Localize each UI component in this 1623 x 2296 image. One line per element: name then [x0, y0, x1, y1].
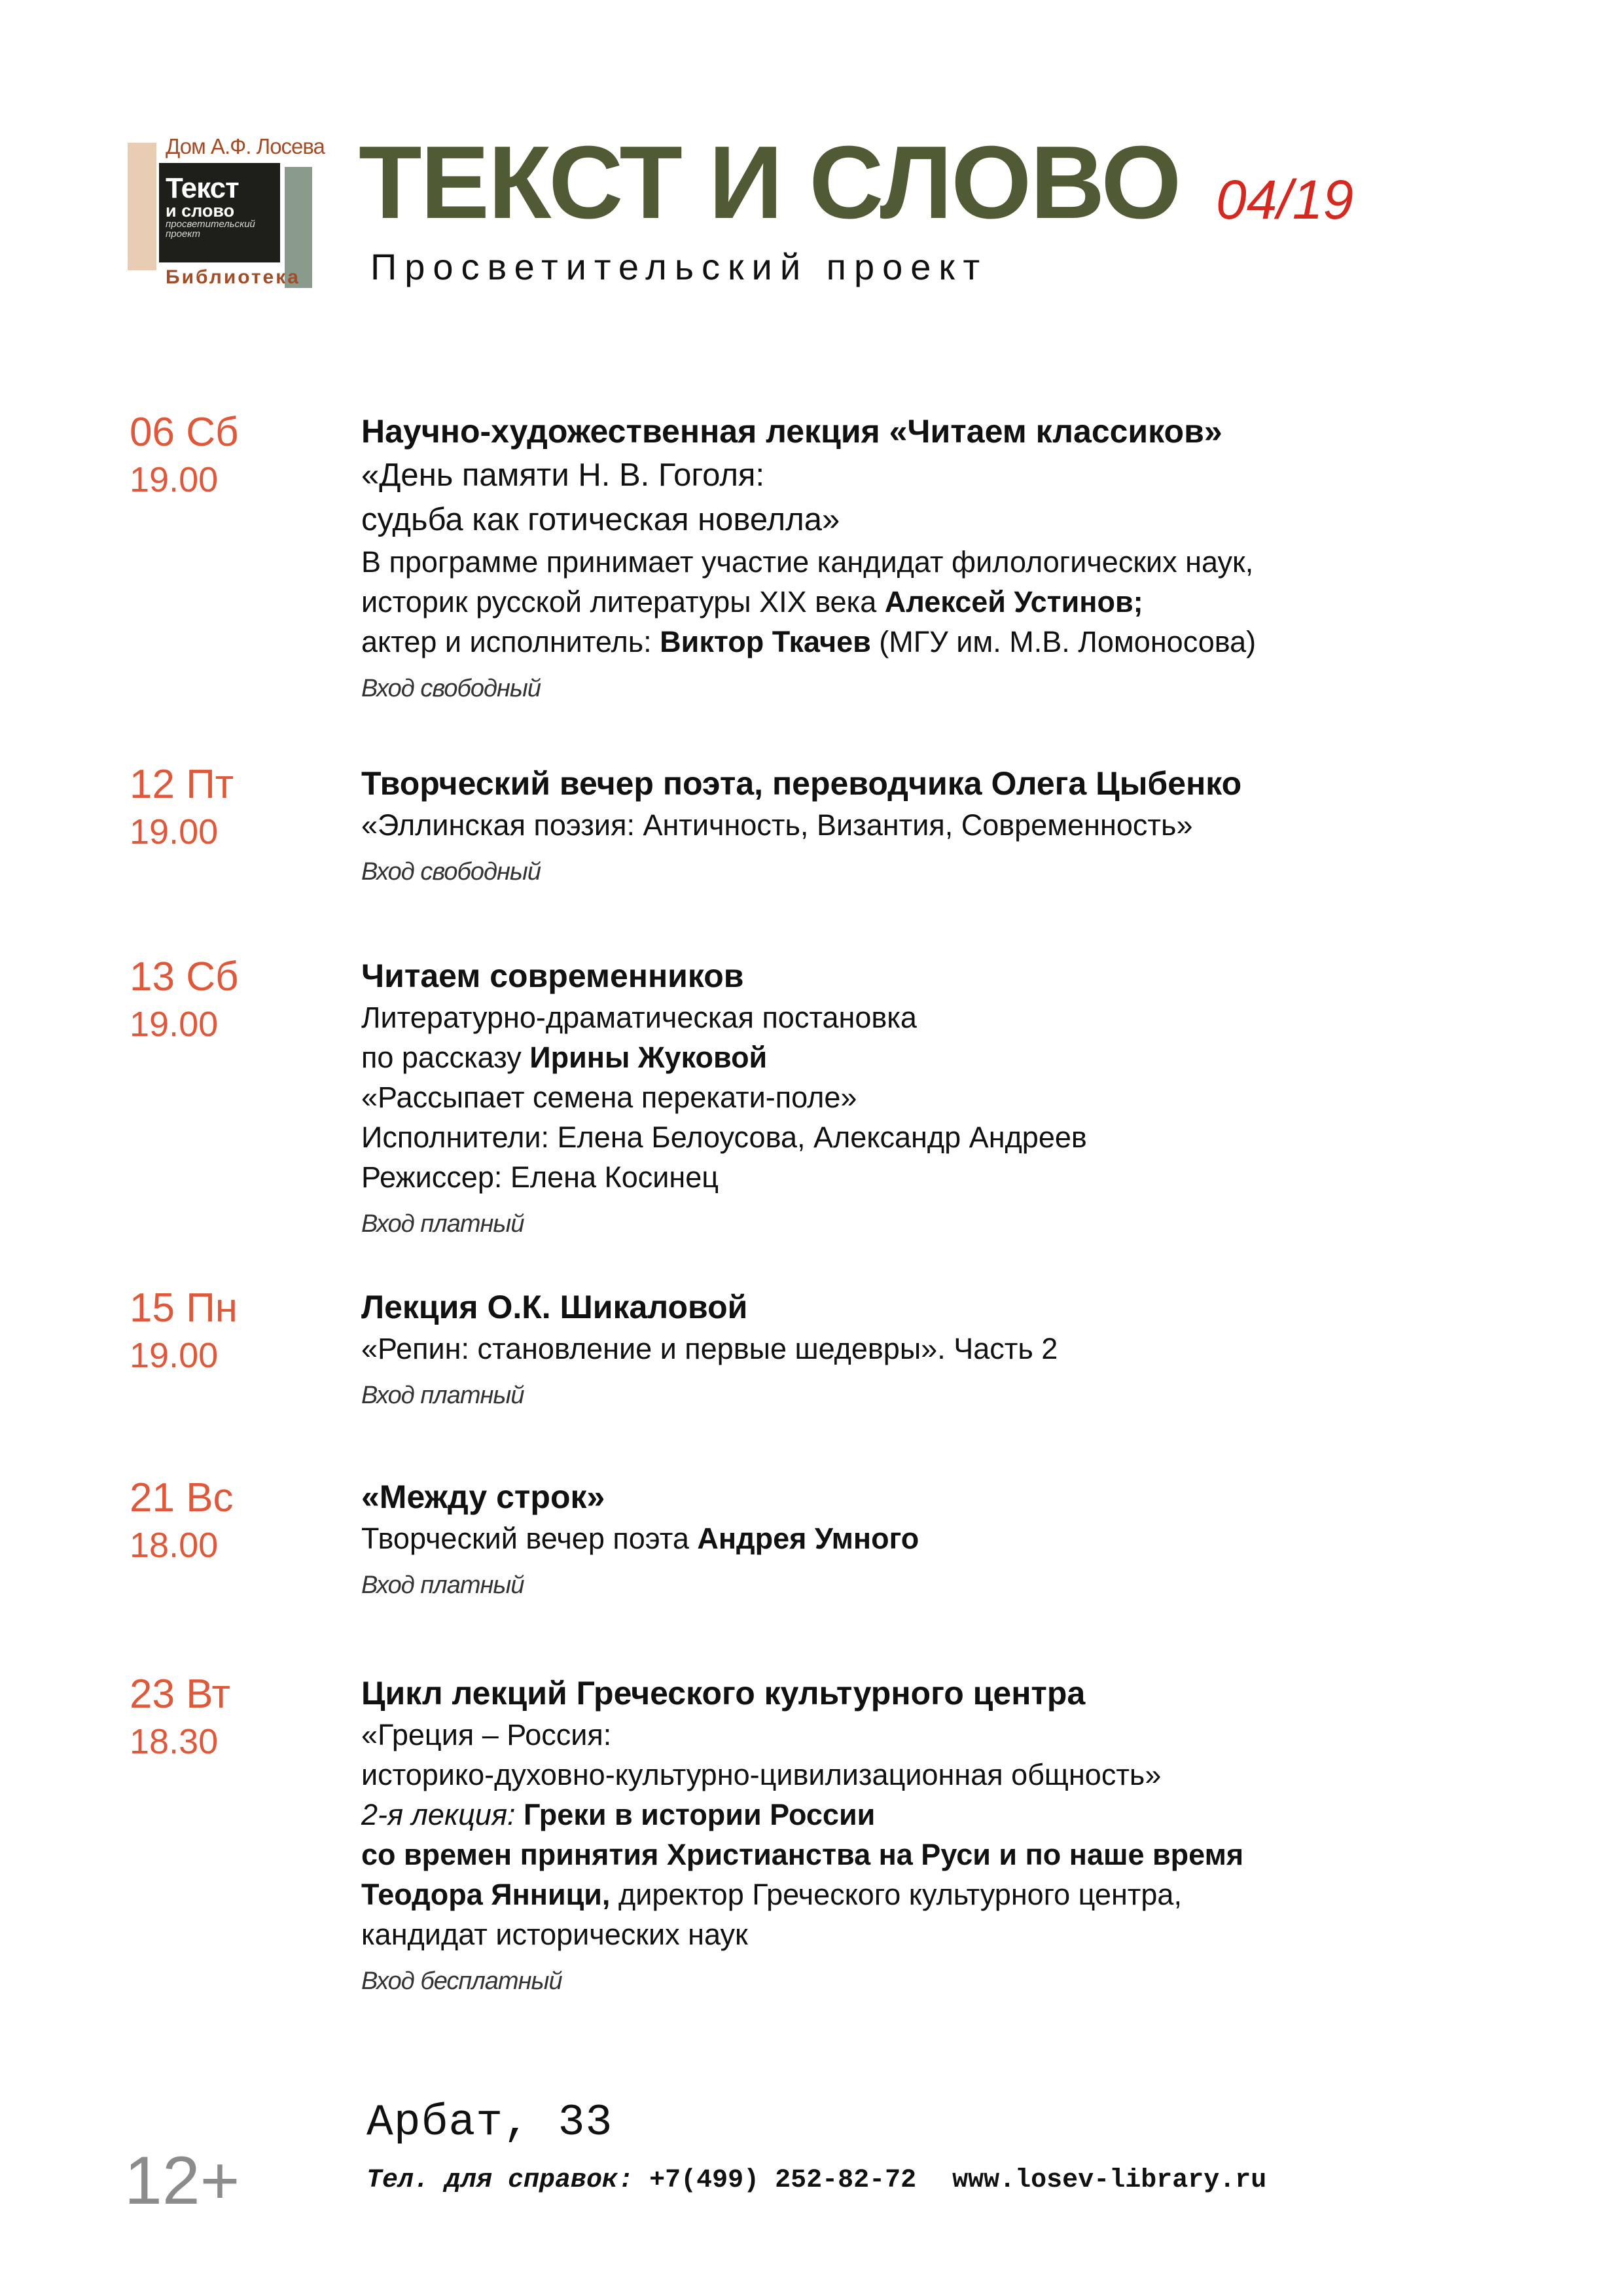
event-time: 19.00 [130, 812, 219, 852]
event-text: (МГУ им. М.В. Ломоносова) [870, 625, 1257, 658]
event-line: Режиссер: Елена Косинец [361, 1160, 719, 1194]
event-line [361, 1037, 1578, 1077]
event-content [361, 957, 1578, 1236]
logo-top-label: Дом А.Ф. Лосева [166, 134, 325, 158]
address: Арбат, 33 [366, 2098, 613, 2148]
event-content [361, 412, 1578, 701]
page-title: ТЕКСТ И СЛОВО [359, 125, 1181, 240]
event-line: со времен принятия Христианства на Руси и по наше время [361, 1838, 1244, 1871]
logo-box [159, 163, 280, 262]
event-content [361, 1478, 1578, 1598]
event-line [361, 1518, 1578, 1558]
phone-label: Тел. для справок: [366, 2166, 650, 2195]
lecture-topic: Греки в истории России [524, 1798, 876, 1831]
event-title: Читаем современников [361, 958, 744, 994]
event-line: Исполнители: Елена Белоусова, Александр Андреев [361, 1121, 1087, 1154]
event-time: 18.30 [130, 1722, 219, 1761]
event-date: 15 Пн [130, 1285, 238, 1331]
event-line: «Рассыпает семена перекати-поле» [361, 1081, 857, 1114]
event-content [361, 1674, 1578, 1994]
event-text: актер и исполнитель: [361, 625, 660, 658]
event-text: директор Греческого культурного центра, [610, 1878, 1182, 1911]
event-text: по рассказу [361, 1041, 530, 1074]
event-title: «Между строк» [361, 1479, 605, 1515]
event-line [361, 582, 1578, 622]
event-time: 19.00 [130, 460, 219, 499]
event-content [361, 764, 1578, 884]
event-time: 18.00 [130, 1526, 219, 1565]
lecture-number: 2-я лекция: [361, 1798, 524, 1831]
poet-name: Андрея Умного [697, 1522, 919, 1555]
event-line [361, 622, 1578, 662]
event-line: «День памяти Н. В. Гоголя: [361, 457, 765, 493]
event-date: 13 Сб [130, 954, 239, 999]
entry-note: Вход платный [361, 1382, 524, 1409]
website-link[interactable]: www.losev-library.ru [952, 2166, 1267, 2195]
event-line [361, 1795, 1578, 1835]
entry-note: Вход бесплатный [361, 1967, 562, 1995]
logo-bottom-label: Библиотека [166, 266, 300, 288]
event-line: историко-духовно-культурно-цивилизационная общность» [361, 1758, 1162, 1791]
event-date: 23 Вт [130, 1672, 230, 1717]
event-line: судьба как готическая новелла» [361, 502, 840, 537]
author-name: Ирины Жуковой [529, 1041, 768, 1074]
event-title: Научно-художественная лекция «Читаем классиков» [361, 413, 1222, 450]
event-title: Цикл лекций Греческого культурного центра [361, 1675, 1086, 1712]
event-text: историк русской литературы XIX века [361, 585, 885, 619]
contact-line [366, 2168, 1266, 2194]
library-logo [128, 134, 325, 291]
logo-box-line3: просветительский проект [166, 219, 255, 240]
event-line: «Эллинская поэзия: Античность, Византия, Современность» [361, 808, 1193, 842]
entry-note: Вход свободный [361, 675, 541, 702]
event-title: Творческий вечер поэта, переводчика Олега Цыбенко [361, 765, 1242, 802]
event-line [361, 1874, 1578, 1914]
event-line: Литературно-драматическая постановка [361, 1001, 917, 1034]
age-rating: 12+ [124, 2143, 240, 2219]
event-line: В программе принимает участие кандидат филологических наук, [361, 545, 1254, 579]
logo-box-line1: Текст [166, 172, 239, 204]
event-line: «Греция – Россия: [361, 1718, 612, 1751]
entry-note: Вход платный [361, 1210, 524, 1238]
event-line: «Репин: становление и первые шедевры». Часть 2 [361, 1332, 1058, 1365]
issue-number: 04/19 [1216, 169, 1354, 230]
event-line: кандидат исторических наук [361, 1918, 748, 1951]
phone-number: +7(499) 252-82-72 [649, 2166, 917, 2195]
page-subtitle: Просветительский проект [370, 246, 988, 287]
logo-beige-bar [128, 143, 156, 270]
lecturer-name: Теодора Янници, [361, 1878, 611, 1911]
event-date: 21 Вс [130, 1475, 234, 1520]
entry-note: Вход платный [361, 1571, 524, 1599]
event-content [361, 1288, 1578, 1408]
event-date: 06 Сб [130, 410, 239, 455]
logo-box-line2: и слово [166, 201, 235, 221]
entry-note: Вход свободный [361, 858, 541, 886]
event-time: 19.00 [130, 1005, 219, 1044]
performer-name: Виктор Ткачев [660, 625, 871, 658]
event-time: 19.00 [130, 1336, 219, 1375]
event-date: 12 Пт [130, 762, 234, 807]
event-text: Творческий вечер поэта [361, 1522, 698, 1555]
event-title: Лекция О.К. Шикаловой [361, 1289, 748, 1325]
speaker-name: Алексей Устинов; [884, 585, 1143, 619]
